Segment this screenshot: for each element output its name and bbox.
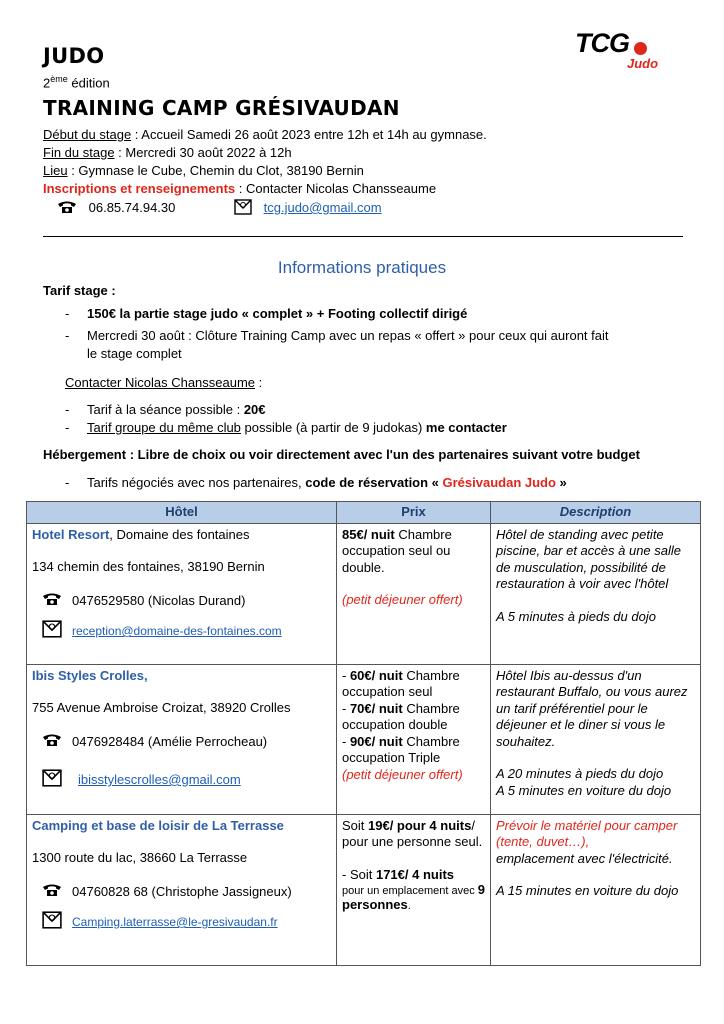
divider [43, 236, 683, 237]
debut-line: Début du stage : Accueil Samedi 26 août 2023 entre 12h et 14h au gymnase. [43, 127, 487, 142]
tcg-email-link[interactable]: tcg.judo@gmail.com [263, 199, 382, 215]
table-row [27, 523, 701, 664]
contacter-line: Contacter Nicolas Chansseaume : [65, 375, 263, 390]
description-cell: Hôtel Ibis au-dessus d'un restaurant Buffalo, ou vous aurez un tarif préférentiel pour le déjeuner et le diner si vous le souhaitez. A 20 minutes à pieds du dojo A 5 minutes en voiture du dojo [491, 664, 701, 814]
bullet-cloture: - Mercredi 30 août : Clôture Training Camp avec un repas « offert » pour ceux qui auront fait [65, 328, 609, 343]
edition: 2ème édition [43, 74, 110, 91]
title-judo: JUDO [43, 44, 105, 68]
mail-icon [42, 620, 62, 643]
hotel-cell: Hotel Resort, Domaine des fontaines 134 chemin des fontaines, 38190 Bernin 0476529580 (Nicolas Durand) reception@domaine-des-fontaines.com [27, 523, 337, 664]
table-header-row [27, 502, 701, 524]
telephone-icon [57, 200, 77, 217]
contact-line: 06.85.74.94.30 tcg.judo@gmail.com [57, 199, 382, 218]
bullet-cloture-2: le stage complet [87, 346, 182, 361]
inscriptions-line: Inscriptions et renseignements : Contacter Nicolas Chansseaume [43, 181, 437, 196]
price-cell: 85€/ nuit Chambre occupation seul ou double. (petit déjeuner offert) [337, 523, 491, 664]
hotel-table [26, 501, 701, 966]
price-cell: Soit 19€/ pour 4 nuits/ pour une personne seul. - Soit 171€/ 4 nuits pour un emplacement avec 9 personnes. [337, 814, 491, 966]
description-cell: Hôtel de standing avec petite piscine, bar et accès à une salle de musculation, possibilité de restauration à voir avec l'hôtel A 5 minutes à pieds du dojo [491, 523, 701, 664]
telephone-icon [42, 733, 62, 752]
header-prix: Prix [337, 502, 491, 524]
ibis-email[interactable]: ibisstylescrolles@gmail.com [78, 772, 241, 787]
tarif-label: Tarif stage : [43, 283, 116, 298]
mail-icon [42, 911, 62, 934]
hotel-cell: Camping et base de loisir de La Terrasse 1300 route du lac, 38660 La Terrasse 04760828 68 (Christophe Jassigneux) Camping.laterrasse@le-gresivaudan.fr [27, 814, 337, 966]
table-row [27, 664, 701, 814]
header-description: Description [491, 502, 701, 524]
telephone-icon [42, 883, 62, 902]
price-cell: - 60€/ nuit Chambre occupation seul - 70€/ nuit Chambre occupation double - 90€/ nuit Chambre occupation Triple (petit déjeuner offert) [337, 664, 491, 814]
logo-dot [634, 42, 647, 55]
header-hotel: Hôtel [27, 502, 337, 524]
description-cell: Prévoir le matériel pour camper (tente, duvet…), emplacement avec l'électricité. A 15 minutes en voiture du dojo [491, 814, 701, 966]
table-row [27, 814, 701, 966]
camping-email[interactable]: Camping.laterrasse@le-gresivaudan.fr [72, 915, 278, 929]
telephone-icon [42, 592, 62, 611]
mail-icon [234, 199, 252, 218]
tcg-judo-logo: TCG Judo [575, 28, 659, 71]
bullet-seance: - Tarif à la séance possible : 20€ [65, 402, 266, 417]
bullet-150: - 150€ la partie stage judo « complet » + Footing collectif dirigé [65, 306, 468, 321]
section-title: Informations pratiques [277, 258, 447, 277]
lieu-line: Lieu : Gymnase le Cube, Chemin du Clot, 38190 Bernin [43, 163, 364, 178]
bullet-tarifs-negocies: - Tarifs négociés avec nos partenaires, code de réservation « Grésivaudan Judo » [65, 475, 567, 490]
hebergement-line: Hébergement : Libre de choix ou voir directement avec l'un des partenaires suivant votre budget [43, 447, 640, 462]
mail-icon [42, 769, 62, 792]
bullet-groupe: - Tarif groupe du même club possible (à partir de 9 judokas) me contacter [65, 420, 507, 435]
hotel-cell: Ibis Styles Crolles, 755 Avenue Ambroise Croizat, 38920 Crolles 0476928484 (Amélie Perrocheau) ibisstylescrolles@gmail.com [27, 664, 337, 814]
title-training-camp: TRAINING CAMP GRÉSIVAUDAN [43, 96, 400, 120]
fin-line: Fin du stage : Mercredi 30 août 2022 à 12h [43, 145, 292, 160]
hotel-resort-email[interactable]: reception@domaine-des-fontaines.com [72, 624, 282, 638]
